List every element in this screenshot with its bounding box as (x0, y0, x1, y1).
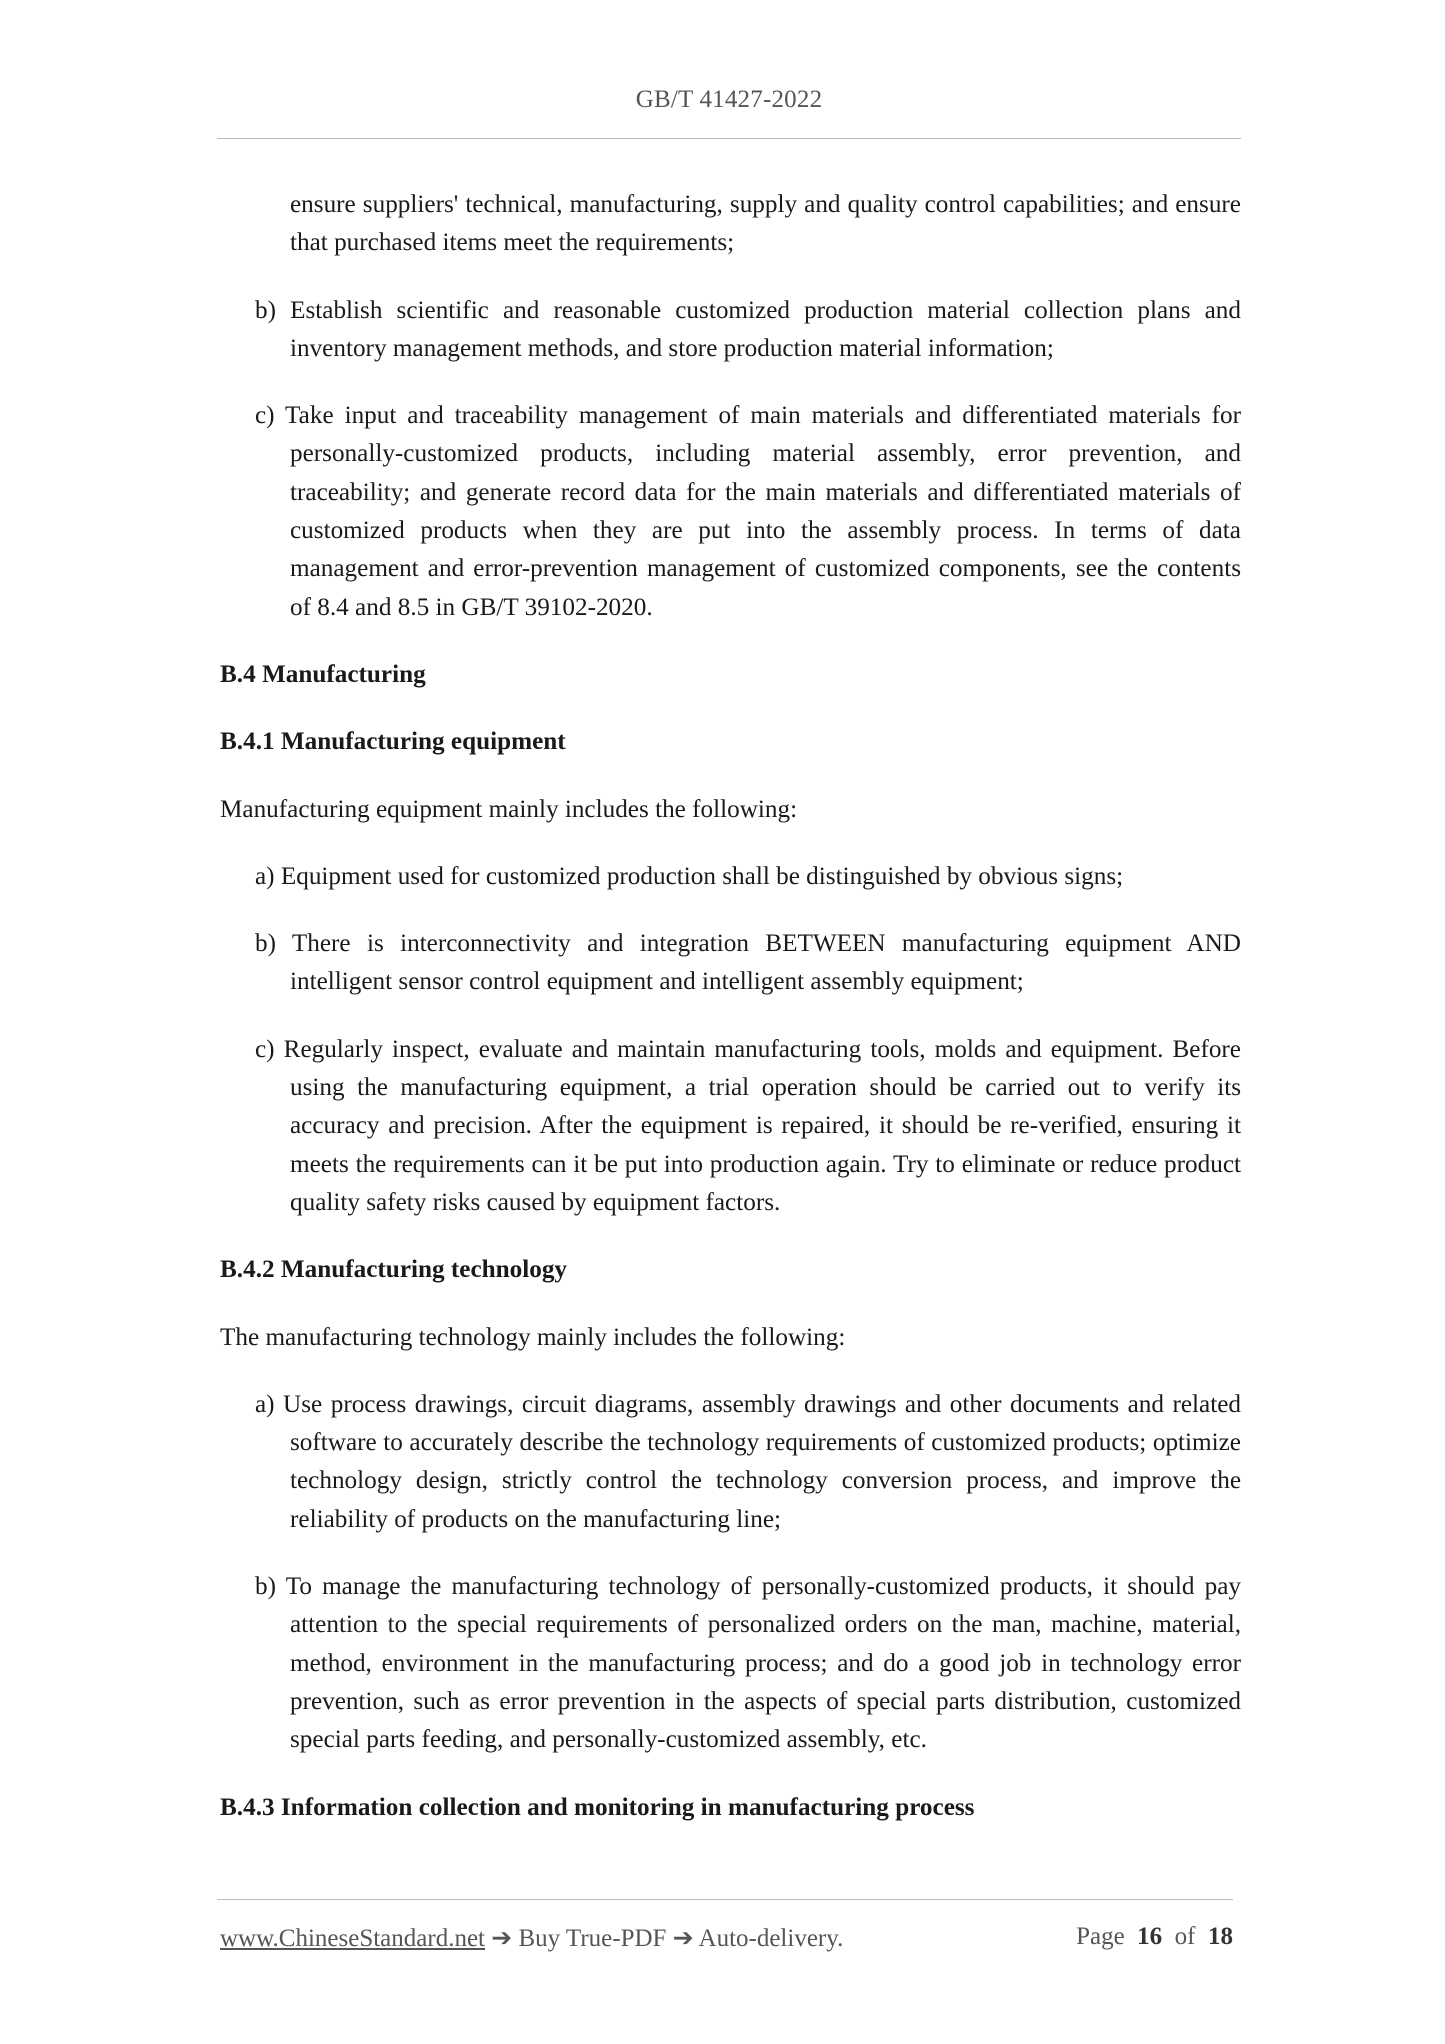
website-link[interactable]: www.ChineseStandard.net (220, 1925, 485, 1952)
current-page: 16 (1137, 1923, 1163, 1950)
list-item-b-materials: b) Establish scientific and reasonable customized production material collection plans and inventory management methods, and store production material information; (255, 296, 1241, 362)
page-label: Page (1076, 1923, 1125, 1950)
section-heading-b4: B.4 Manufacturing (220, 660, 426, 688)
arrow-right-icon: ➔ (491, 1925, 513, 1952)
list-item-continuation: ensure suppliers' technical, manufacturing, supply and quality control capabilities; and ensure that purchased items meet the requirements; (290, 191, 1241, 257)
document-body (220, 186, 1241, 1856)
paragraph-equipment-intro: Manufacturing equipment mainly includes the following: (220, 795, 798, 823)
auto-delivery-text: Auto-delivery. (698, 1925, 844, 1952)
paragraph-technology-intro: The manufacturing technology mainly includes the following: (220, 1323, 846, 1351)
list-item-c-traceability: c) Take input and traceability management of main materials and differentiated materials for personally-customized products, including material assembly, error prevention, and traceability; and generate record data for the main materials and differentiated materials of customized products when they are put into the assembly process. In terms of data management and error-prevention management of customized components, see the contents of 8.4 and 8.5 in GB/T 39102-2020. (255, 402, 1241, 621)
page-header-title: GB/T 41427-2022 (635, 86, 823, 113)
header-divider (217, 138, 1241, 139)
section-heading-b43: B.4.3 Information collection and monitoring in manufacturing process (220, 1793, 975, 1821)
section-heading-b42: B.4.2 Manufacturing technology (220, 1256, 568, 1284)
list-item-b-technology: b) To manage the manufacturing technology of personally-customized products, it should pay attention to the special requirements of personalized orders on the man, machine, material, method, environment in the manufacturing process; and do a good job in technology error prevention, such as error prevention in the aspects of special parts distribution, customized special parts feeding, and personally-customized assembly, etc. (255, 1573, 1241, 1754)
arrow-right-icon: ➔ (672, 1925, 694, 1952)
total-pages: 18 (1208, 1923, 1233, 1950)
footer-divider (217, 1899, 1233, 1900)
list-item-a-technology: a) Use process drawings, circuit diagrams, assembly drawings and other documents and related software to accurately describe the technology requirements of customized products; optimize technology design, strictly control the technology conversion process, and improve the reliability of products on the manufacturing line; (255, 1390, 1241, 1533)
section-heading-b41: B.4.1 Manufacturing equipment (220, 728, 566, 756)
of-label: of (1174, 1923, 1196, 1950)
list-item-c-equipment: c) Regularly inspect, evaluate and maintain manufacturing tools, molds and equipment. Before using the manufacturing equipment, a trial operation should be carried out to verify its accuracy and precision. After the equipment is repaired, it should be re-verified, ensuring it meets the requirements can it be put into production again. Try to eliminate or reduce product quality safety risks caused by equipment factors. (255, 1035, 1241, 1216)
page-number (1076, 1923, 1233, 1951)
list-item-a-equipment: a) Equipment used for customized production shall be distinguished by obvious signs; (255, 862, 1124, 890)
footer-links (220, 1923, 843, 1953)
list-item-b-equipment: b) There is interconnectivity and integration BETWEEN manufacturing equipment AND intelligent sensor control equipment and intelligent assembly equipment; (255, 930, 1241, 996)
buy-pdf-text: Buy True-PDF (518, 1925, 667, 1952)
